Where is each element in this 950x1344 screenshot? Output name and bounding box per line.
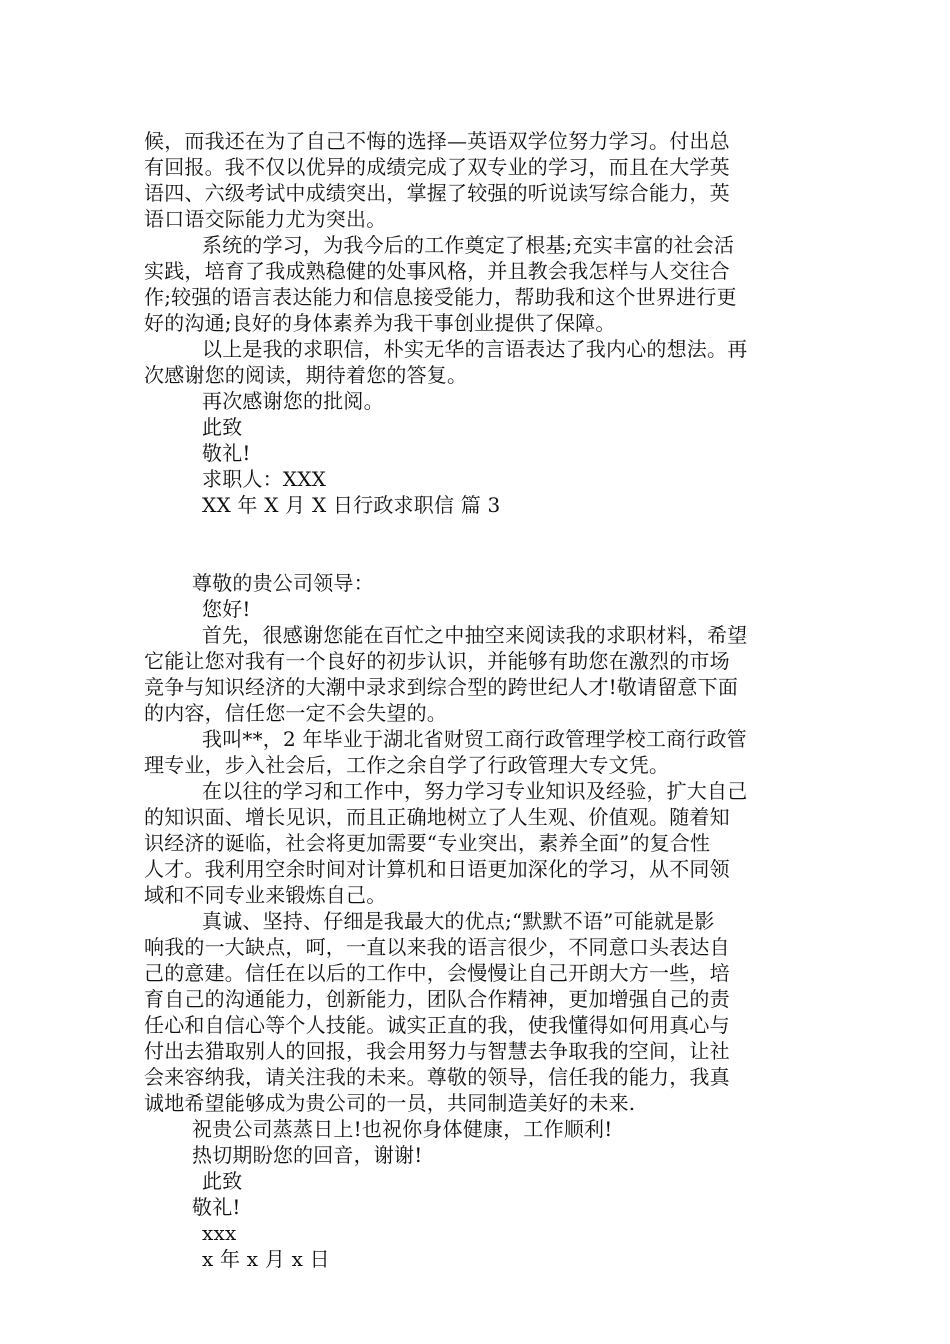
closing: 敬礼! <box>192 1195 241 1219</box>
date-line: x 年 x 月 x 日 <box>202 1247 330 1271</box>
text-line: 人才。我利用空余时间对计算机和日语更加深化的学习，从不同领 <box>144 857 730 881</box>
text-line: 求职人：XXX <box>202 467 327 491</box>
closing: 此致 <box>202 1169 243 1193</box>
signature: xxx <box>202 1221 237 1245</box>
salutation: 尊敬的贵公司领导： <box>192 571 374 595</box>
greeting: 您好! <box>202 597 251 621</box>
text-line: 真诚、坚持、仔细是我最大的优点;“默默不语”可能就是影 <box>202 909 715 933</box>
text-line: 育自己的沟通能力，创新能力，团队合作精神，更加增强自己的责 <box>144 987 730 1011</box>
text-line: 己的意建。信任在以后的工作中，会慢慢让自己开朗大方一些，培 <box>144 961 730 985</box>
text-line: 的知识面、增长见识，而且正确地树立了人生观、价值观。随着知 <box>144 805 730 829</box>
text-line: 候，而我还在为了自己不悔的选择—英语双学位努力学习。付出总 <box>144 129 730 153</box>
text-line: 语口语交际能力尤为突出。 <box>144 207 387 231</box>
text-line: 识经济的诞临，社会将更加需要“专业突出，素养全面”的复合性 <box>144 831 711 855</box>
text-line: 次感谢您的阅读，期待着您的答复。 <box>144 363 468 387</box>
text-line: 任心和自信心等个人技能。诚实正直的我，使我懂得如何用真心与 <box>144 1013 730 1037</box>
text-line: 再次感谢您的批阅。 <box>202 389 384 413</box>
text-line: 在以往的学习和工作中，努力学习专业知识及经验，扩大自己 <box>202 779 748 803</box>
text-line: 此致 <box>202 415 243 439</box>
text-line: 语四、六级考试中成绩突出，掌握了较强的听说读写综合能力，英 <box>144 181 730 205</box>
text-line: 它能让您对我有一个良好的初步认识，并能够有助您在激烈的市场 <box>144 649 730 673</box>
text-line: 敬礼! <box>202 441 251 465</box>
text-line: 系统的学习，为我今后的工作奠定了根基;充实丰富的社会活 <box>202 233 735 257</box>
text-line: 以上是我的求职信，朴实无华的言语表达了我内心的想法。再 <box>202 337 748 361</box>
text-line: 热切期盼您的回音，谢谢! <box>192 1143 423 1167</box>
text-line: 诚地希望能够成为贵公司的一员，共同制造美好的未来. <box>144 1091 636 1115</box>
text-line: 付出去猎取别人的回报，我会用努力与智慧去争取我的空间，让社 <box>144 1039 730 1063</box>
text-line: 的内容，信任您一定不会失望的。 <box>144 701 447 725</box>
text-line: 会来容纳我，请关注我的未来。尊敬的领导，信任我的能力，我真 <box>144 1065 730 1089</box>
text-line: 祝贵公司蒸蒸日上!也祝你身体健康，工作顺利! <box>192 1117 613 1141</box>
text-line: 竞争与知识经济的大潮中录求到综合型的跨世纪人才!敬请留意下面 <box>144 675 739 699</box>
text-line: 域和不同专业来锻炼自己。 <box>144 883 387 907</box>
text-line: 作;较强的语言表达能力和信息接受能力，帮助我和这个世界进行更 <box>144 285 737 309</box>
text-line: 好的沟通;良好的身体素养为我干事创业提供了保障。 <box>144 311 616 335</box>
text-line: 理专业，步入社会后，工作之余自学了行政管理大专文凭。 <box>144 753 670 777</box>
text-line: 首先，很感谢您能在百忙之中抽空来阅读我的求职材料，希望 <box>202 623 748 647</box>
text-line: 我叫**，2 年毕业于湖北省财贸工商行政管理学校工商行政管 <box>202 727 747 751</box>
text-line: 有回报。我不仅以优异的成绩完成了双专业的学习，而且在大学英 <box>144 155 730 179</box>
text-line: 实践，培育了我成熟稳健的处事风格，并且教会我怎样与人交往合 <box>144 259 730 283</box>
section-title: XX 年 X 月 X 日行政求职信 篇 3 <box>202 493 501 517</box>
text-line: 响我的一大缺点，呵，一直以来我的语言很少，不同意口头表达自 <box>144 935 730 959</box>
